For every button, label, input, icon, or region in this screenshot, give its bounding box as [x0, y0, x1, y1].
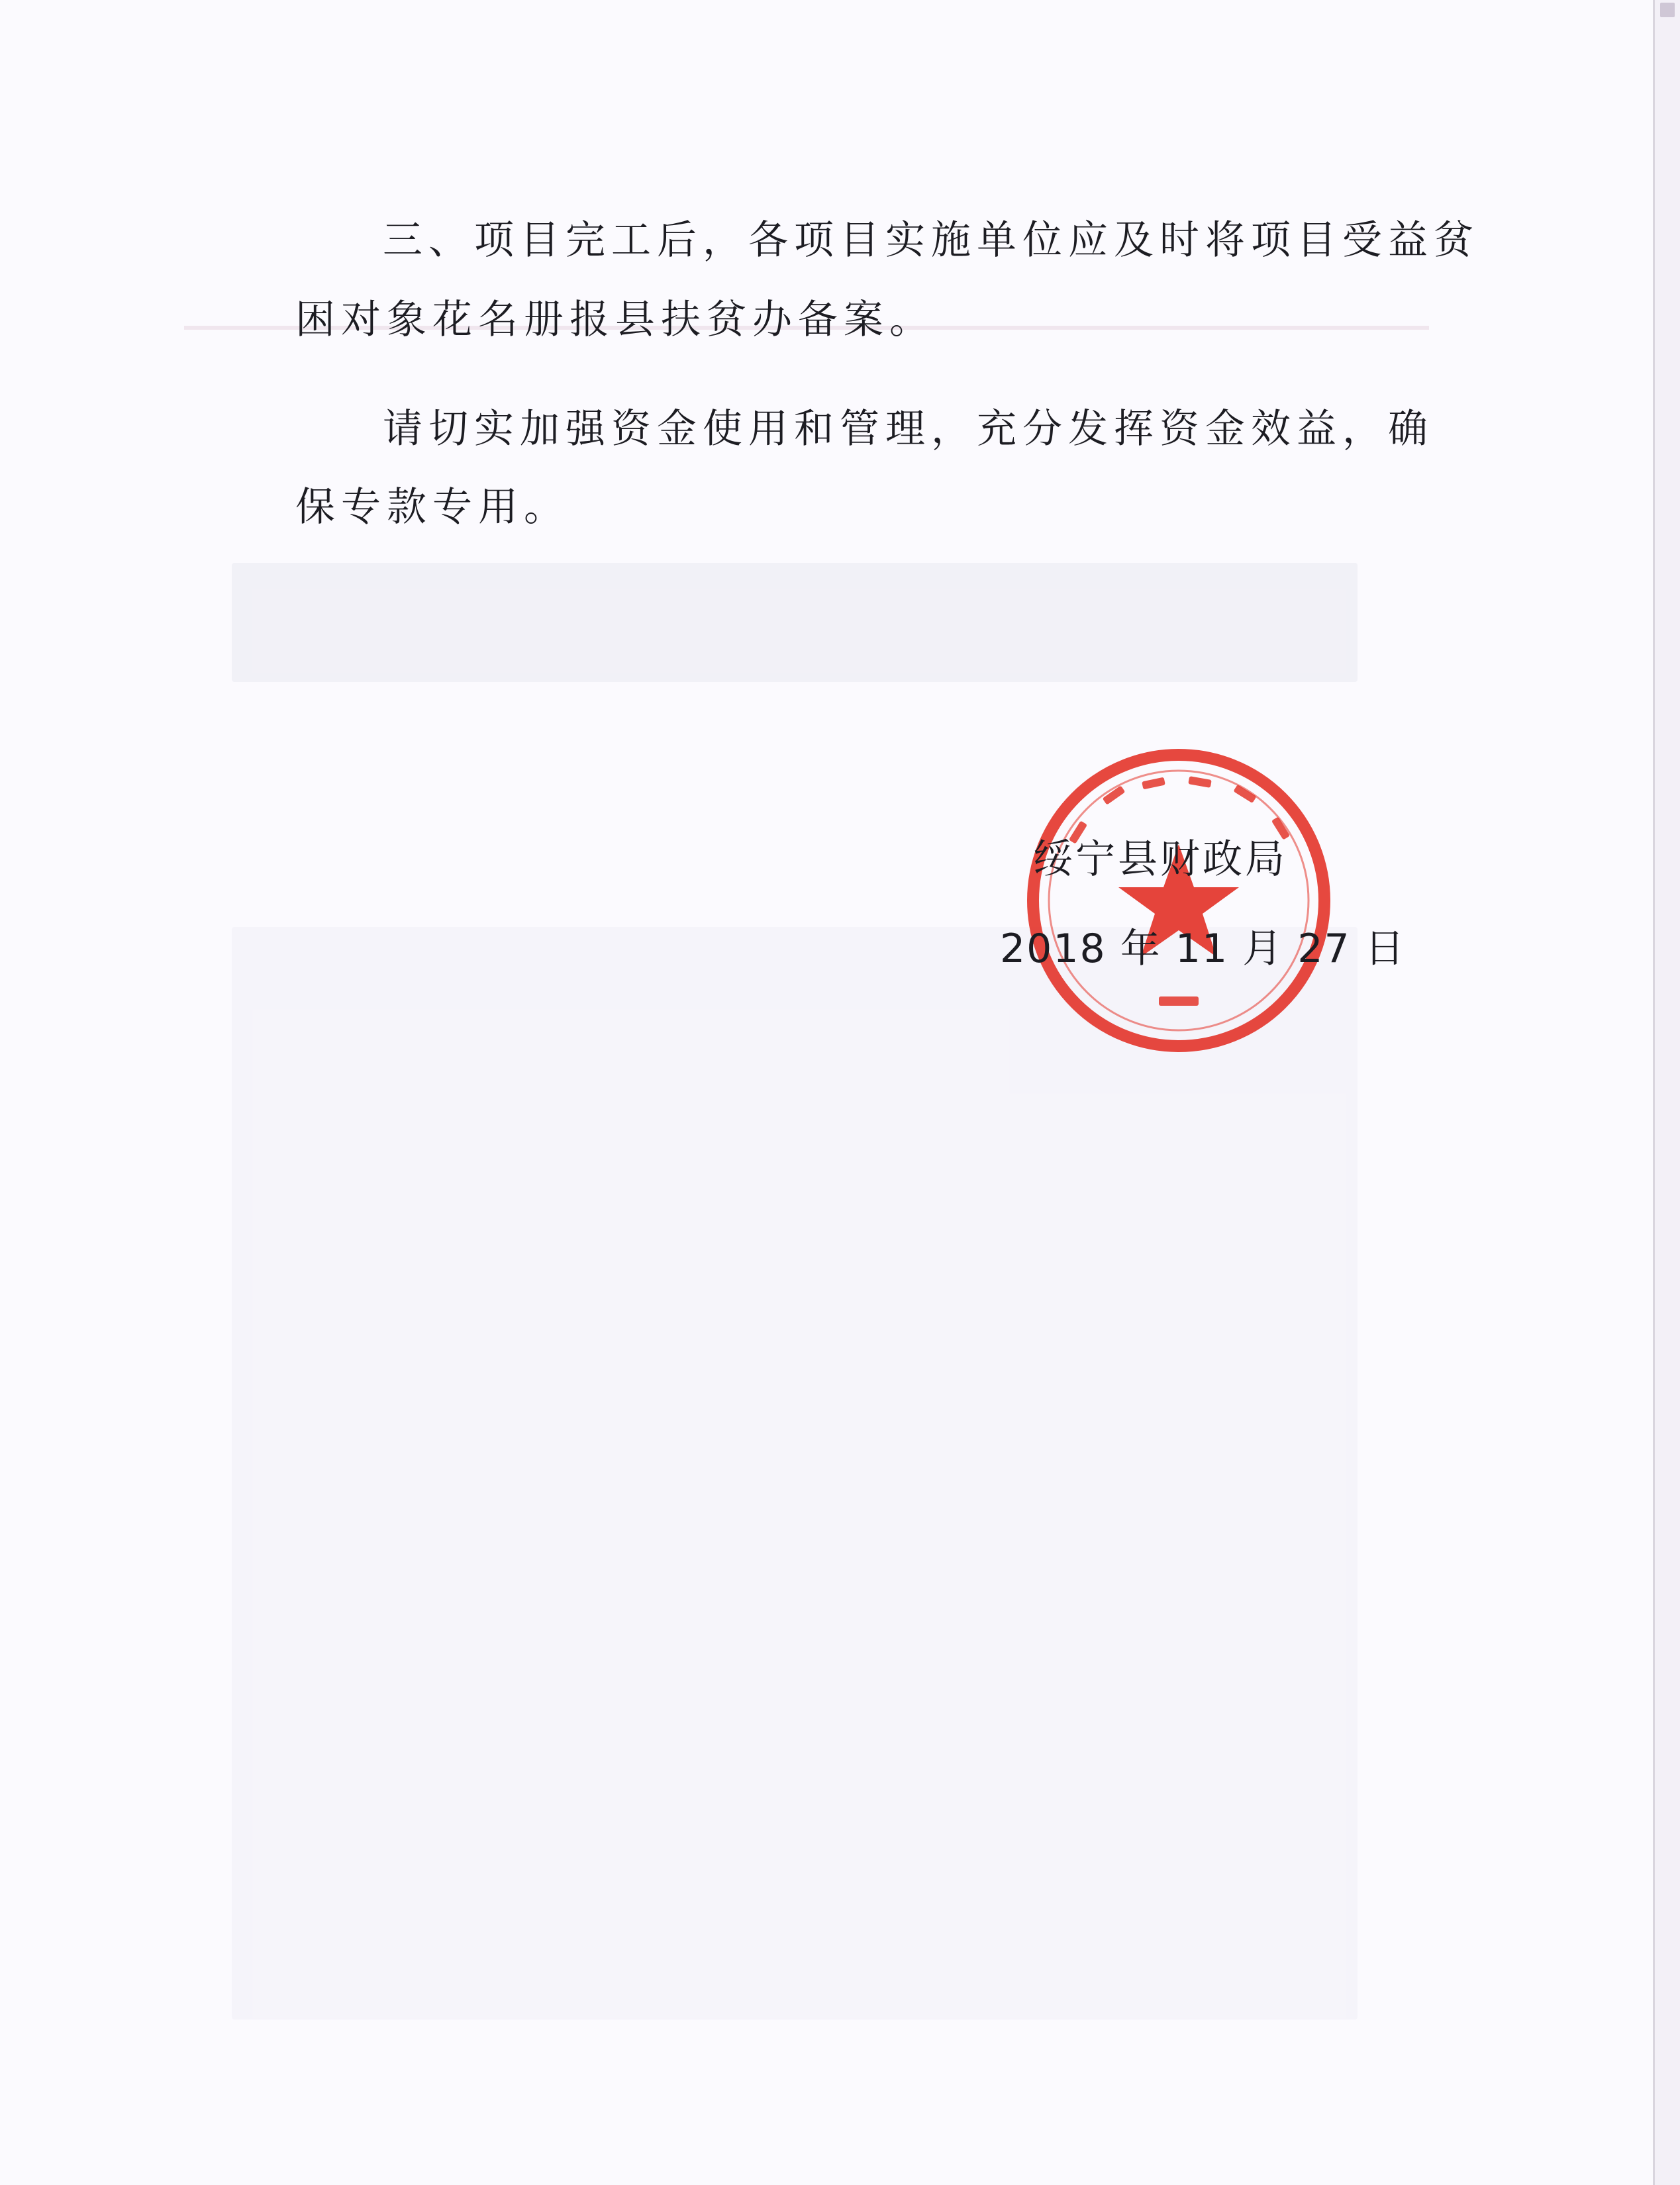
bleed-through-block	[232, 563, 1358, 682]
closing-line-2: 保专款专用。	[295, 484, 569, 530]
official-seal-stamp	[1023, 745, 1334, 1056]
paragraph-3-line-2: 困对象花名册报县扶贫办备案。	[295, 297, 935, 343]
paragraph-3-line-1: 三、项目完工后，各项目实施单位应及时将项目受益贫	[383, 217, 1479, 264]
issuing-organization: 绥宁县财政局	[1033, 836, 1287, 883]
scan-edge-strip	[1653, 0, 1680, 2185]
bleed-through-block	[232, 927, 1358, 2019]
closing-line-1: 请切实加强资金使用和管理，充分发挥资金效益，确	[383, 406, 1434, 452]
issue-date: 2018 年 11 月 27 日	[1000, 926, 1406, 972]
scan-corner-mark	[1660, 3, 1675, 17]
